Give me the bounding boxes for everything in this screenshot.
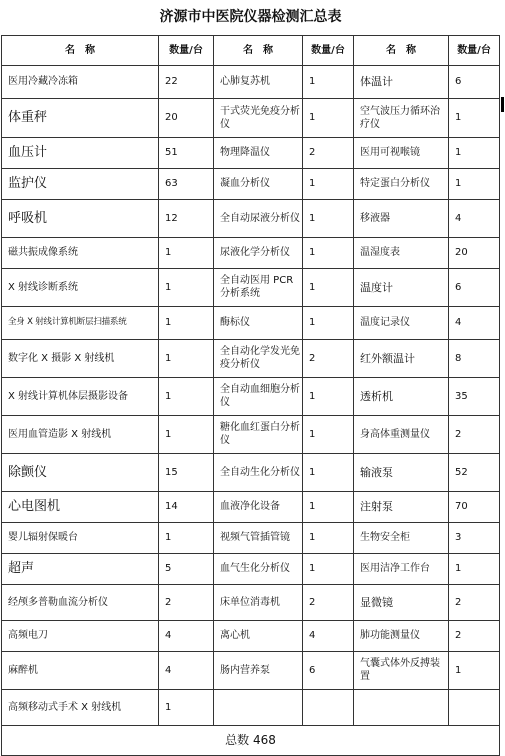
instrument-name-cell: 气囊式体外反搏装置 <box>354 651 449 689</box>
instrument-name-cell: 全身 X 射线计算机断层扫描系统 <box>2 306 159 339</box>
table-row <box>2 453 500 491</box>
quantity-cell: 1 <box>303 268 354 306</box>
total-count: 总数 468 <box>2 725 500 755</box>
table-row <box>2 168 500 199</box>
quantity-cell: 20 <box>159 98 214 137</box>
instrument-name-cell: 尿液化学分析仪 <box>214 237 303 268</box>
table-row <box>2 689 500 725</box>
quantity-cell: 2 <box>303 137 354 168</box>
quantity-cell: 1 <box>449 137 500 168</box>
quantity-cell: 4 <box>303 620 354 651</box>
instrument-name-cell: 温度记录仪 <box>354 306 449 339</box>
instrument-name-cell: 医用血管造影 X 射线机 <box>2 415 159 453</box>
instrument-name-cell: 肠内营养泵 <box>214 651 303 689</box>
instrument-name-cell: 物理降温仪 <box>214 137 303 168</box>
quantity-cell: 6 <box>449 65 500 98</box>
instrument-name-cell: 全自动化学发光免疫分析仪 <box>214 339 303 377</box>
quantity-cell: 1 <box>159 377 214 415</box>
quantity-cell: 1 <box>303 522 354 553</box>
edge-marker <box>501 97 504 112</box>
instrument-name-cell: 除颤仪 <box>2 453 159 491</box>
instrument-name-cell: 医用可视喉镜 <box>354 137 449 168</box>
quantity-cell <box>449 689 500 725</box>
quantity-cell: 8 <box>449 339 500 377</box>
instrument-name-cell: 全自动血细胞分析仪 <box>214 377 303 415</box>
instrument-name-cell: 体重秤 <box>2 98 159 137</box>
instrument-name-cell: 身高体重测量仪 <box>354 415 449 453</box>
instrument-name-cell: 高频移动式手术 X 射线机 <box>2 689 159 725</box>
quantity-cell: 1 <box>303 168 354 199</box>
instrument-name-cell: 医用冷藏冷冻箱 <box>2 65 159 98</box>
quantity-cell: 1 <box>303 415 354 453</box>
header-name: 名 称 <box>2 35 159 65</box>
quantity-cell: 4 <box>159 620 214 651</box>
instrument-name-cell: 医用洁净工作台 <box>354 553 449 584</box>
instrument-name-cell: 透析机 <box>354 377 449 415</box>
quantity-cell: 63 <box>159 168 214 199</box>
quantity-cell: 70 <box>449 491 500 522</box>
table-row <box>2 306 500 339</box>
instrument-name-cell: 婴儿辐射保暖台 <box>2 522 159 553</box>
instrument-name-cell: 糖化血红蛋白分析仪 <box>214 415 303 453</box>
instrument-name-cell: 干式荧光免疫分析仪 <box>214 98 303 137</box>
instrument-name-cell: 心电图机 <box>2 491 159 522</box>
quantity-cell: 1 <box>303 306 354 339</box>
quantity-cell: 20 <box>449 237 500 268</box>
quantity-cell: 4 <box>449 306 500 339</box>
instrument-name-cell: 监护仪 <box>2 168 159 199</box>
instrument-name-cell: 温湿度表 <box>354 237 449 268</box>
table-row <box>2 553 500 584</box>
quantity-cell: 1 <box>303 98 354 137</box>
total-row <box>2 725 500 755</box>
instrument-name-cell: 磁共振成像系统 <box>2 237 159 268</box>
quantity-cell: 1 <box>159 339 214 377</box>
header-qty: 数量/台 <box>303 35 354 65</box>
instrument-name-cell: 经颅多普勒血流分析仪 <box>2 584 159 620</box>
instrument-name-cell: 体温计 <box>354 65 449 98</box>
quantity-cell: 1 <box>159 306 214 339</box>
instrument-name-cell: 超声 <box>2 553 159 584</box>
quantity-cell: 1 <box>303 65 354 98</box>
quantity-cell: 5 <box>159 553 214 584</box>
instrument-name-cell: 血气生化分析仪 <box>214 553 303 584</box>
quantity-cell: 2 <box>303 584 354 620</box>
quantity-cell: 1 <box>159 689 214 725</box>
instrument-name-cell: 全自动尿液分析仪 <box>214 199 303 237</box>
quantity-cell: 4 <box>449 199 500 237</box>
header-qty: 数量/台 <box>159 35 214 65</box>
instrument-name-cell: 红外额温计 <box>354 339 449 377</box>
instrument-name-cell <box>354 689 449 725</box>
instrument-name-cell: 全自动生化分析仪 <box>214 453 303 491</box>
instrument-name-cell: 全自动医用 PCR 分析系统 <box>214 268 303 306</box>
quantity-cell: 2 <box>449 620 500 651</box>
header-row <box>2 35 500 65</box>
table-row <box>2 651 500 689</box>
quantity-cell: 6 <box>449 268 500 306</box>
instrument-name-cell: 血液净化设备 <box>214 491 303 522</box>
table-row <box>2 377 500 415</box>
instrument-name-cell: 特定蛋白分析仪 <box>354 168 449 199</box>
quantity-cell: 1 <box>449 168 500 199</box>
instrument-name-cell: 床单位消毒机 <box>214 584 303 620</box>
instrument-name-cell: 温度计 <box>354 268 449 306</box>
instrument-name-cell: 移液器 <box>354 199 449 237</box>
instrument-name-cell: 数字化 X 摄影 X 射线机 <box>2 339 159 377</box>
quantity-cell: 1 <box>449 651 500 689</box>
inspection-summary-table <box>1 1 500 756</box>
quantity-cell: 2 <box>449 584 500 620</box>
quantity-cell: 2 <box>159 584 214 620</box>
quantity-cell: 1 <box>303 199 354 237</box>
instrument-name-cell: 注射泵 <box>354 491 449 522</box>
instrument-name-cell: 离心机 <box>214 620 303 651</box>
instrument-name-cell: 生物安全柜 <box>354 522 449 553</box>
quantity-cell: 1 <box>449 98 500 137</box>
quantity-cell: 51 <box>159 137 214 168</box>
instrument-name-cell: 血压计 <box>2 137 159 168</box>
instrument-name-cell: 凝血分析仪 <box>214 168 303 199</box>
quantity-cell: 1 <box>303 453 354 491</box>
table-row <box>2 268 500 306</box>
instrument-name-cell: 高频电刀 <box>2 620 159 651</box>
quantity-cell: 1 <box>303 553 354 584</box>
quantity-cell: 1 <box>159 237 214 268</box>
table-row <box>2 491 500 522</box>
instrument-name-cell: 视频气管插管镜 <box>214 522 303 553</box>
quantity-cell: 1 <box>303 377 354 415</box>
quantity-cell: 2 <box>303 339 354 377</box>
table-row <box>2 65 500 98</box>
table-row <box>2 339 500 377</box>
table-row <box>2 237 500 268</box>
header-name: 名 称 <box>354 35 449 65</box>
instrument-name-cell: 呼吸机 <box>2 199 159 237</box>
table-row <box>2 522 500 553</box>
instrument-name-cell: 空气波压力循环治疗仪 <box>354 98 449 137</box>
table-title: 济源市中医院仪器检测汇总表 <box>2 1 500 35</box>
instrument-name-cell: 输液泵 <box>354 453 449 491</box>
quantity-cell: 1 <box>303 491 354 522</box>
header-name: 名 称 <box>214 35 303 65</box>
quantity-cell: 15 <box>159 453 214 491</box>
instrument-name-cell: X 射线诊断系统 <box>2 268 159 306</box>
quantity-cell: 1 <box>449 553 500 584</box>
instrument-name-cell: 麻醉机 <box>2 651 159 689</box>
quantity-cell: 52 <box>449 453 500 491</box>
quantity-cell: 14 <box>159 491 214 522</box>
instrument-name-cell: 肺功能测量仪 <box>354 620 449 651</box>
instrument-name-cell: 显微镜 <box>354 584 449 620</box>
quantity-cell: 1 <box>303 237 354 268</box>
instrument-name-cell <box>214 689 303 725</box>
table-row <box>2 584 500 620</box>
instrument-name-cell: 心肺复苏机 <box>214 65 303 98</box>
quantity-cell: 2 <box>449 415 500 453</box>
quantity-cell: 3 <box>449 522 500 553</box>
table-row <box>2 137 500 168</box>
table-row <box>2 620 500 651</box>
table-row <box>2 415 500 453</box>
instrument-name-cell: 酶标仪 <box>214 306 303 339</box>
quantity-cell: 12 <box>159 199 214 237</box>
quantity-cell: 22 <box>159 65 214 98</box>
quantity-cell: 1 <box>159 522 214 553</box>
quantity-cell: 1 <box>159 415 214 453</box>
header-qty: 数量/台 <box>449 35 500 65</box>
quantity-cell: 4 <box>159 651 214 689</box>
quantity-cell: 35 <box>449 377 500 415</box>
instrument-name-cell: X 射线计算机体层摄影设备 <box>2 377 159 415</box>
quantity-cell: 6 <box>303 651 354 689</box>
table-row <box>2 98 500 137</box>
table-row <box>2 199 500 237</box>
quantity-cell: 1 <box>159 268 214 306</box>
quantity-cell <box>303 689 354 725</box>
